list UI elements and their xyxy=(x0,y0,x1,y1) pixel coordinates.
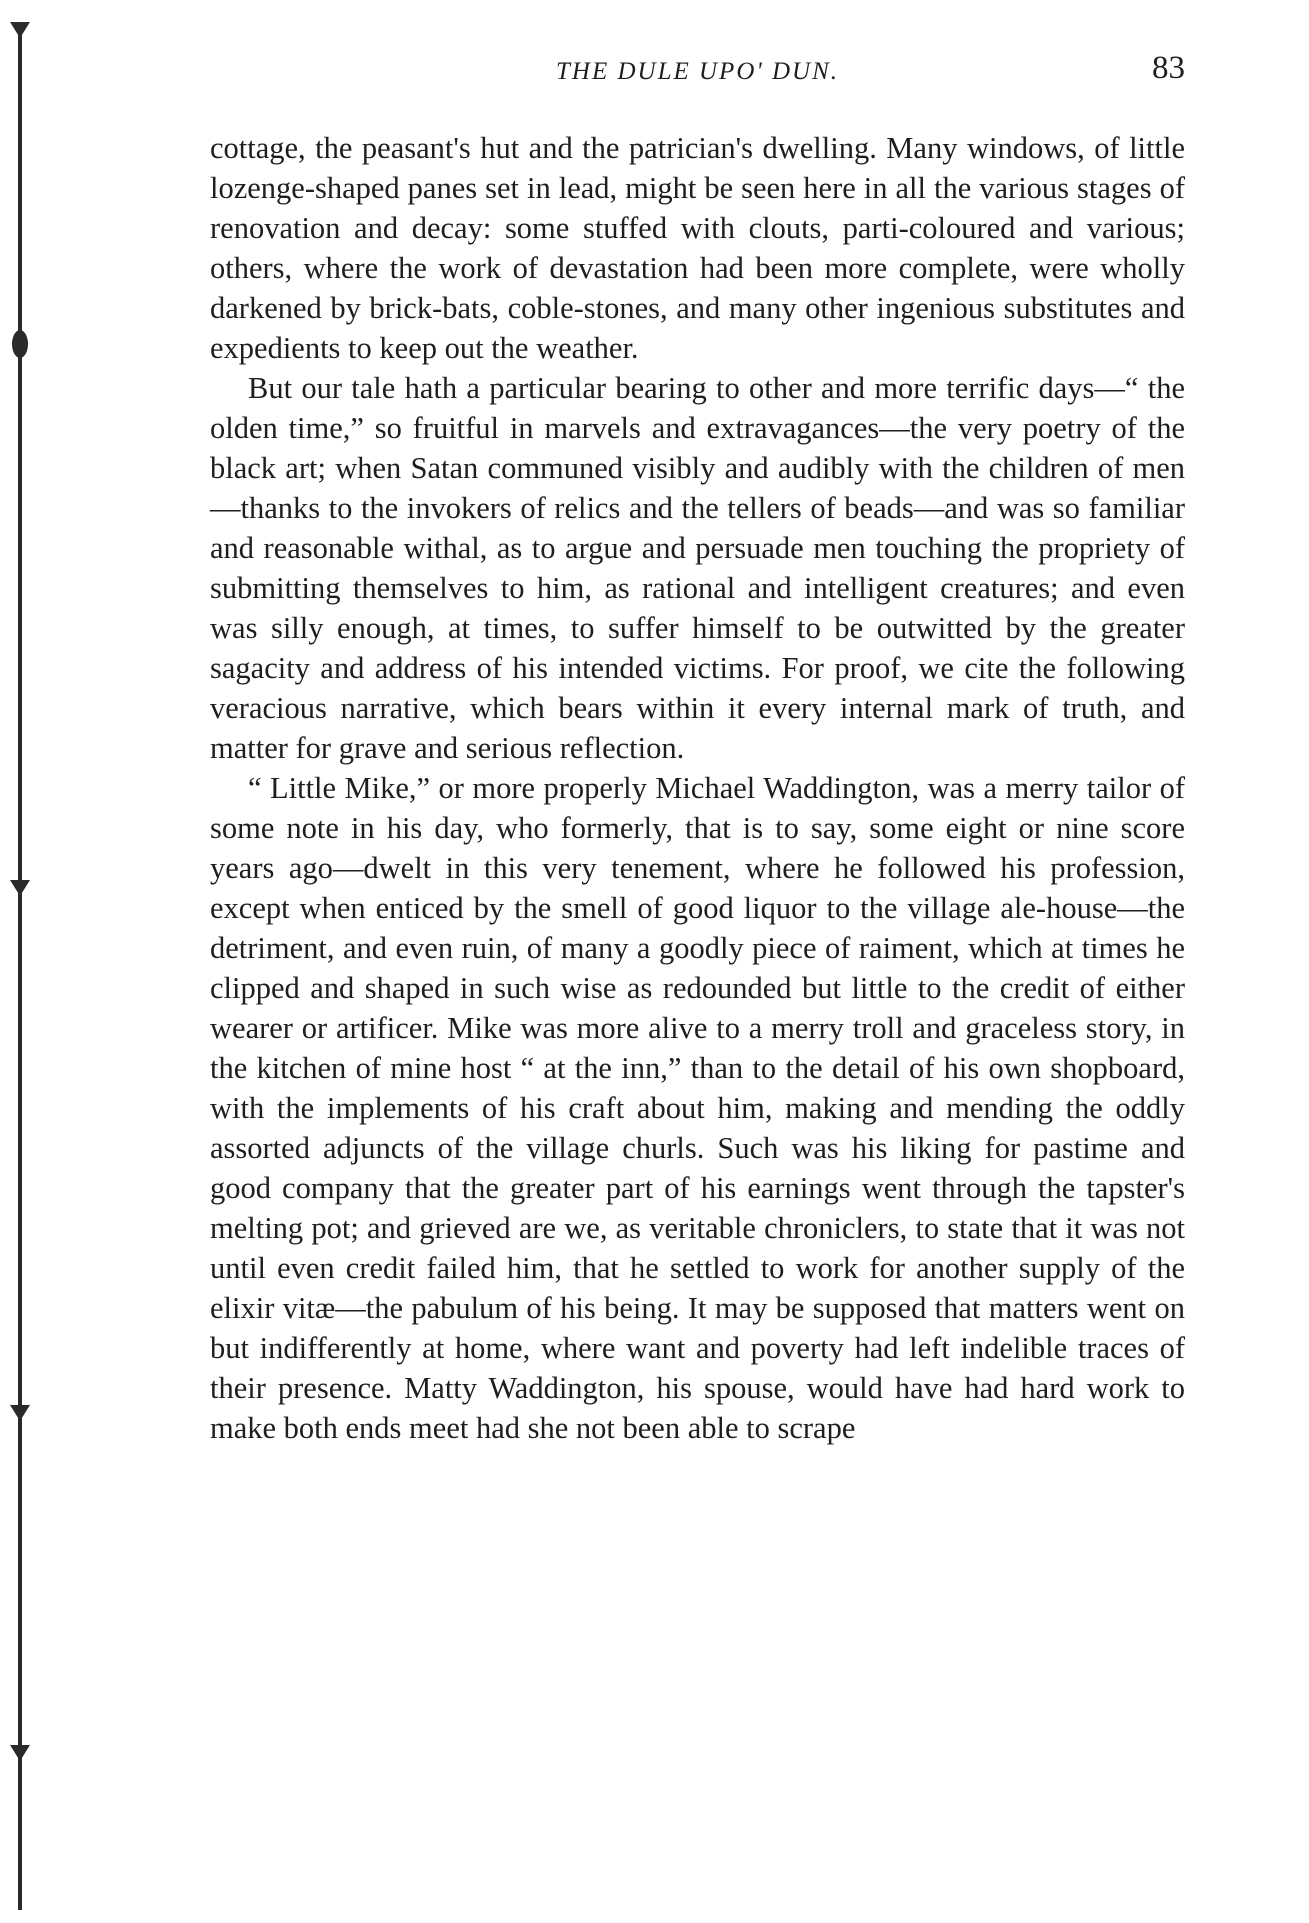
paragraph: “ Little Mike,” or more properly Michael Waddington, was a merry tailor of some note in his day, who formerly, that is to say, some eight or nine score years ago—dwelt in this very tenement, where he followed his profession, except when enticed by the smell of good liquor to the village ale-house—the detriment, and even ruin, of many a goodly piece of raiment, which at times he clipped and shaped in such wise as redounded but little to the credit of either wearer or artificer. Mike was more alive to a merry troll and graceless story, in the kitchen of mine host “ at the inn,” than to the detail of his own shopboard, with the implements of his craft about him, making and mending the oddly assorted adjuncts of the village churls. Such was his liking for pastime and good company that the greater part of his earnings went through the tapster's melting pot; and grieved are we, as veritable chroniclers, to state that it was not until even credit failed him, that he settled to work for another supply of the elixir vitæ—the pabulum of his being. It may be supposed that matters went on but indifferently at home, where want and poverty had left indelible traces of their presence. Matty Waddington, his spouse, would have had hard work to make both ends meet had she not been able to scrape xyxy=(210,771,1185,1445)
binding-arrow-icon xyxy=(10,1405,30,1421)
paragraph: cottage, the peasant's hut and the patrician's dwelling. Many windows, of little lozenge-shaped panes set in lead, might be seen here in all the various stages of renovation and decay: some stuffed with clouts, parti-coloured and various; others, where the work of devastation had been more complete, were wholly darkened by brick-bats, coble-stones, and many other ingenious substitutes and expedients to keep out the weather. xyxy=(210,131,1185,365)
binding-arrow-icon xyxy=(10,1745,30,1761)
paragraph: But our tale hath a particular bearing to other and more terrific days—“ the olden time,” so fruitful in marvels and extravagances—the very poetry of the black art; when Satan communed visibly and audibly with the children of men—thanks to the invokers of relics and the tellers of beads—and was so familiar and reasonable withal, as to argue and persuade men touching the propriety of submitting themselves to him, as rational and intelligent creatures; and even was silly enough, at times, to suffer himself to be outwitted by the greater sagacity and address of his intended victims. For proof, we cite the following veracious narrative, which bears within it every internal mark of truth, and matter for grave and serious reflection. xyxy=(210,371,1185,765)
page-binding-edge xyxy=(18,0,24,1923)
binding-blot-icon xyxy=(12,330,28,358)
page-number: 83 xyxy=(1152,50,1185,86)
running-title: THE DULE UPO' DUN. xyxy=(555,58,840,85)
binding-arrow-icon xyxy=(10,880,30,896)
binding-arrow-icon xyxy=(10,22,30,38)
running-head xyxy=(210,48,1185,98)
body-text xyxy=(210,128,1185,1448)
binding-line xyxy=(18,30,22,1910)
